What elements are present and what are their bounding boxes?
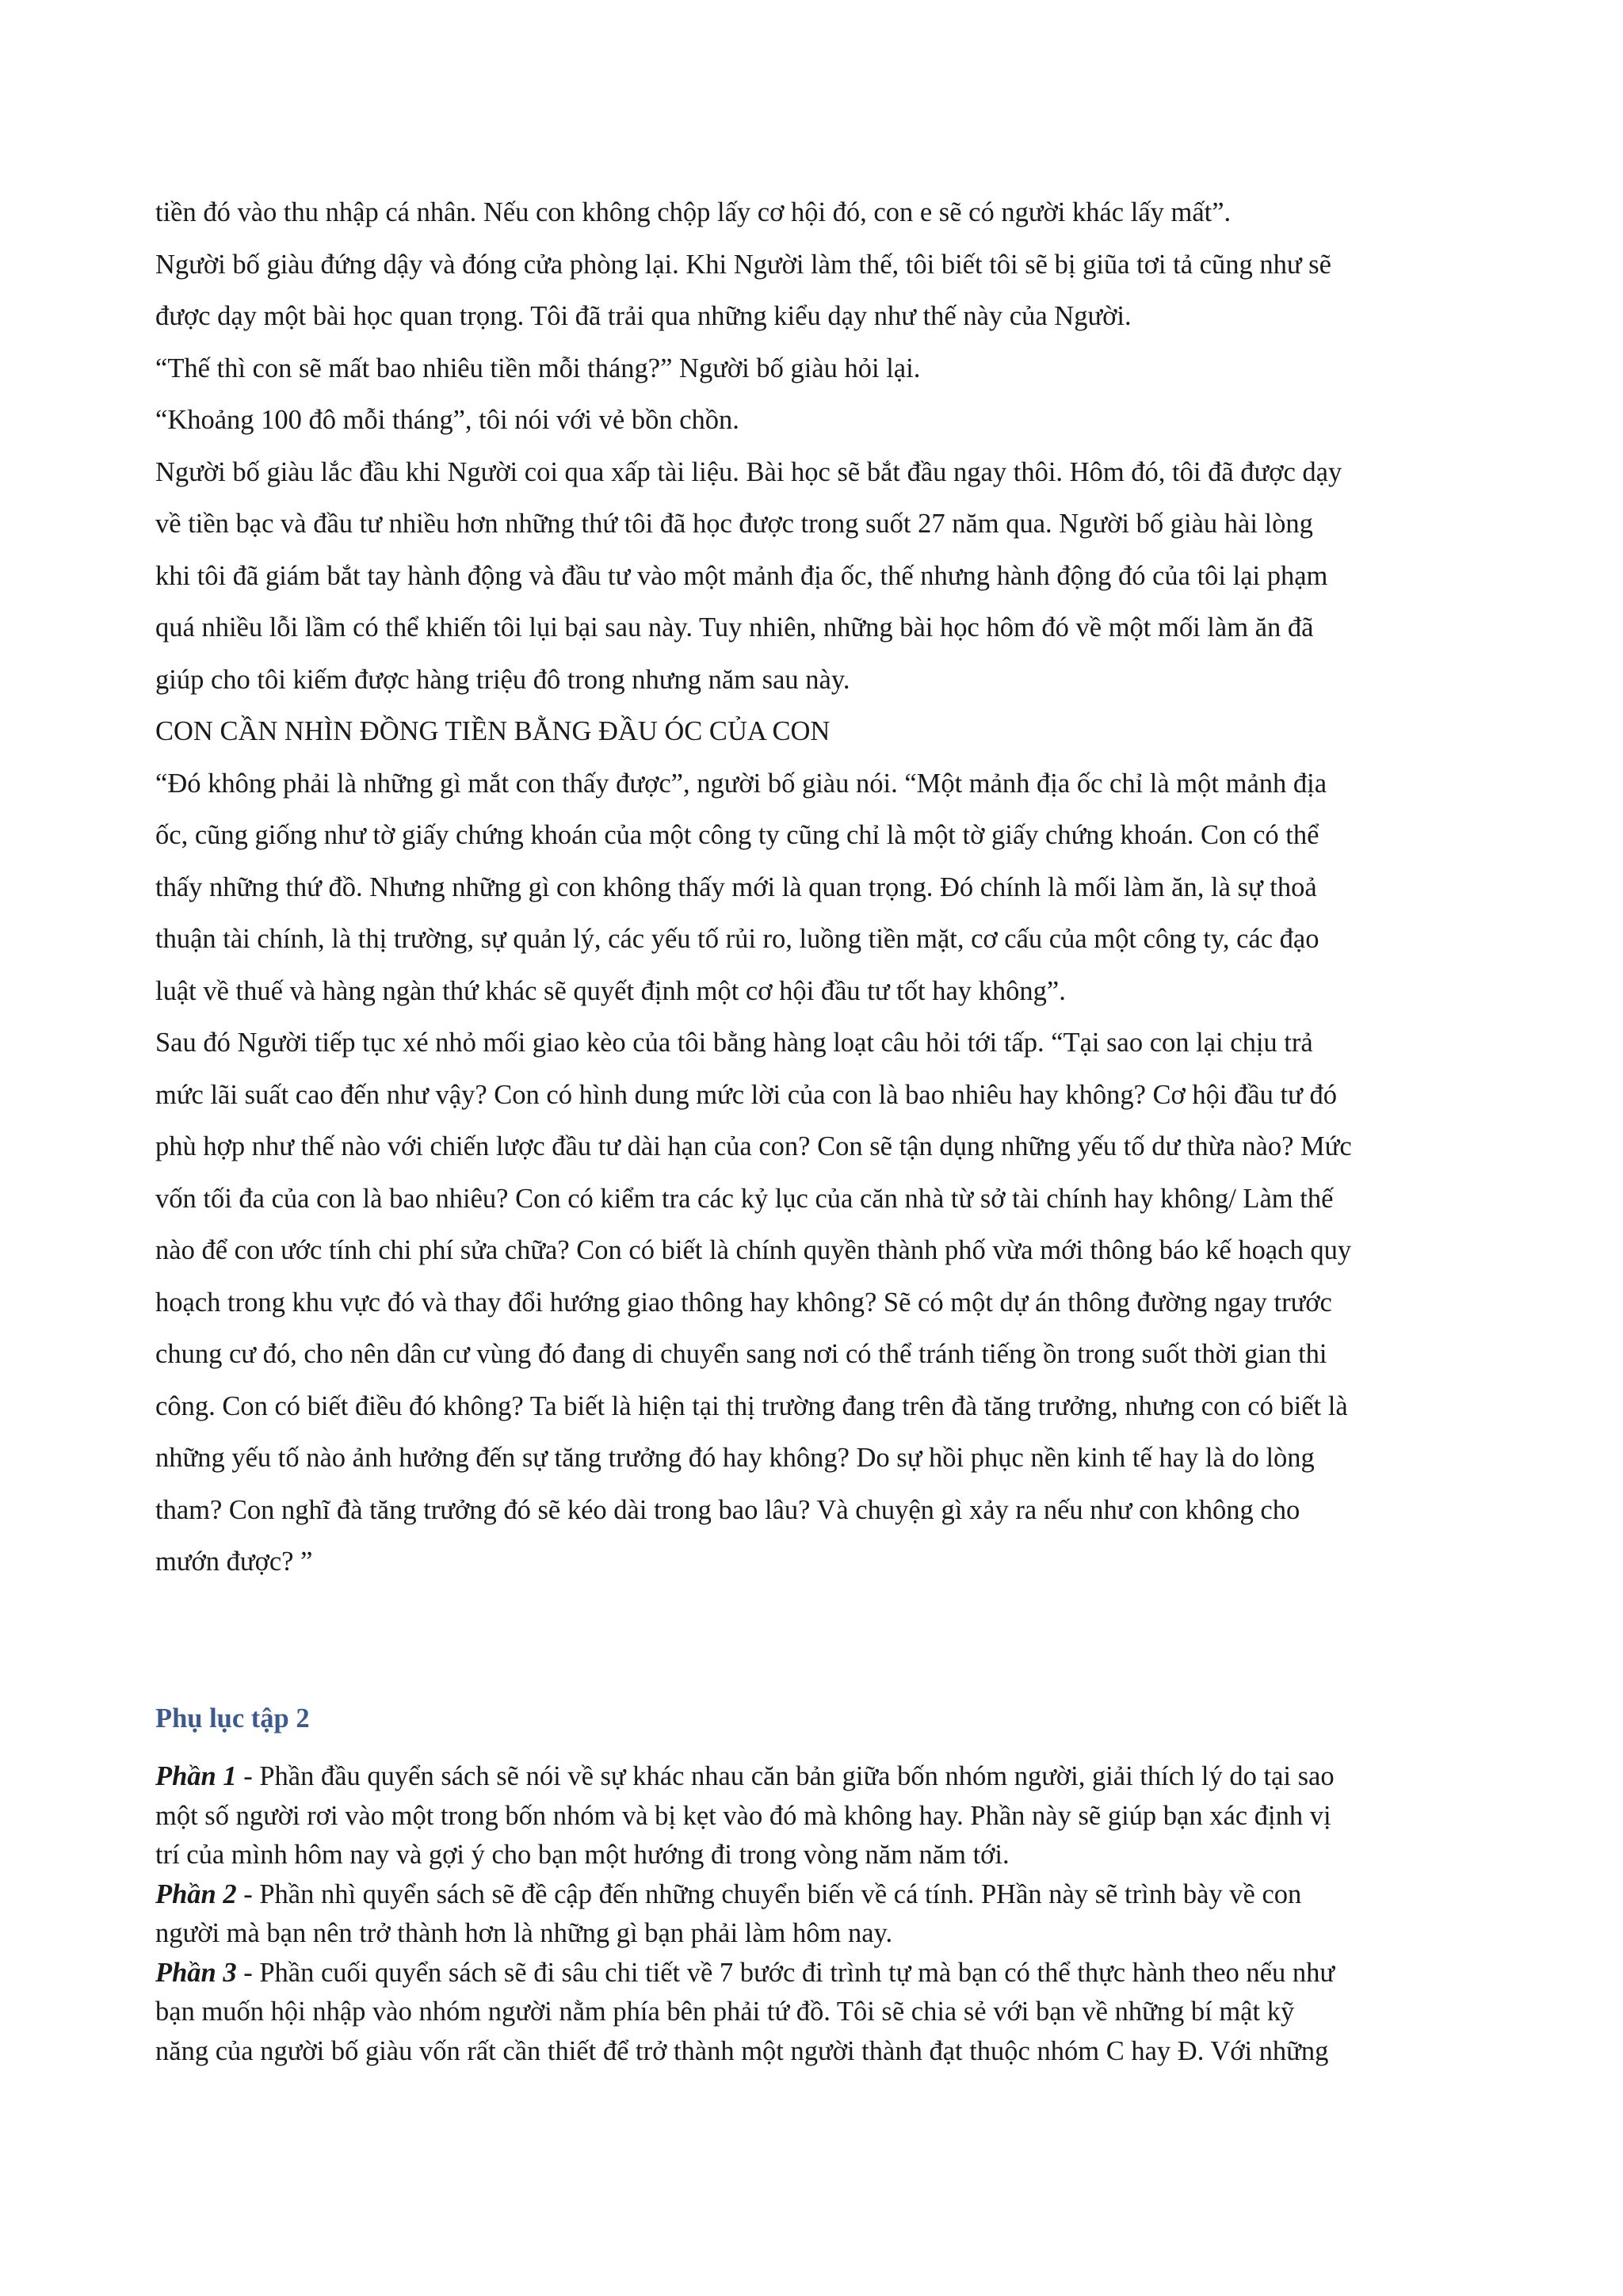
appendix-heading: Phụ lục tập 2 <box>155 1703 310 1733</box>
part-2-label: Phần 2 <box>155 1878 237 1909</box>
text-line: được dạy một bài học quan trọng. Tôi đã trải qua những kiểu dạy như thế này của Người. <box>155 301 1132 331</box>
part-1-label: Phần 1 <box>155 1761 237 1791</box>
part-3-line <box>155 1954 1479 1993</box>
text-line: những yếu tố nào ảnh hưởng đến sự tăng trưởng đó hay không? Do sự hồi phục nền kinh tế hay là do lòng <box>155 1443 1315 1473</box>
part-2-line: người mà bạn nên trở thành hơn là những gì bạn phải làm hôm nay. <box>155 1918 893 1948</box>
part-3-label: Phần 3 <box>155 1957 237 1988</box>
part-3-line: năng của người bố giàu vốn rất cần thiết để trở thành một người thành đạt thuộc nhóm C hay Đ. Với những <box>155 2035 1329 2066</box>
text-line: thấy những thứ đồ. Nhưng những gì con không thấy mới là quan trọng. Đó chính là mối làm ăn, là sự thoả <box>155 871 1317 902</box>
text-line: quá nhiều lỗi lầm có thể khiến tôi lụi bại sau này. Tuy nhiên, những bài học hôm đó về một mối làm ăn đã <box>155 612 1314 643</box>
part-1-line: trí của mình hôm nay và gợi ý cho bạn một hướng đi trong vòng năm năm tới. <box>155 1840 1010 1870</box>
text-line: “Thế thì con sẽ mất bao nhiêu tiền mỗi tháng?” Người bố giàu hỏi lại. <box>155 353 921 383</box>
part-1-line <box>155 1757 1479 1797</box>
part-1-line: một số người rơi vào một trong bốn nhóm và bị kẹt vào đó mà không hay. Phần này sẽ giúp bạn xác định vị <box>155 1800 1331 1831</box>
text-line: khi tôi đã giám bắt tay hành động và đầu tư vào một mảnh địa ốc, thế nhưng hành động đó của tôi lại phạm <box>155 560 1328 591</box>
text-line: hoạch trong khu vực đó và thay đổi hướng giao thông hay không? Sẽ có một dự án thông đường ngay trước <box>155 1287 1332 1318</box>
text-line: mức lãi suất cao đến như vậy? Con có hình dung mức lời của con là bao nhiêu hay không? Cơ hội đầu tư đó <box>155 1079 1337 1110</box>
text-line: phù hợp như thế nào với chiến lược đầu tư dài hạn của con? Con sẽ tận dụng những yếu tố dư thừa nào? Mức <box>155 1131 1352 1161</box>
text-line: Người bố giàu đứng dậy và đóng cửa phòng lại. Khi Người làm thế, tôi biết tôi sẽ bị giũa tơi tả cũng như sẽ <box>155 249 1331 280</box>
part-2-text: - Phần nhì quyển sách sẽ đề cập đến những chuyển biến về cá tính. PHần này sẽ trình bày về con <box>236 1878 1302 1909</box>
part-3-text: - Phần cuối quyển sách sẽ đi sâu chi tiết về 7 bước đi trình tự mà bạn có thể thực hành theo nếu như <box>236 1957 1335 1988</box>
part-3-line: bạn muốn hội nhập vào nhóm người nằm phía bên phải tứ đồ. Tôi sẽ chia sẻ với bạn về những bí mật kỹ <box>155 1997 1295 2027</box>
text-line: “Đó không phải là những gì mắt con thấy được”, người bố giàu nói. “Một mảnh địa ốc chỉ là một mảnh địa <box>155 768 1327 799</box>
text-line: ốc, cũng giống như tờ giấy chứng khoán của một công ty cũng chỉ là một tờ giấy chứng khoán. Con có thể <box>155 820 1319 850</box>
part-2-line <box>155 1875 1479 1915</box>
text-line: thuận tài chính, là thị trường, sự quản lý, các yếu tố rủi ro, luồng tiền mặt, cơ cấu của một công ty, các đạo <box>155 924 1319 954</box>
main-body-text <box>155 187 1479 1589</box>
text-line: về tiền bạc và đầu tư nhiều hơn những thứ tôi đã học được trong suốt 27 năm qua. Người bố giàu hài lòng <box>155 509 1313 539</box>
text-line: “Khoảng 100 đô mỗi tháng”, tôi nói với vẻ bồn chồn. <box>155 405 739 435</box>
text-line: Người bố giàu lắc đầu khi Người coi qua xấp tài liệu. Bài học sẽ bắt đầu ngay thôi. Hôm đó, tôi đã được dạy <box>155 456 1342 487</box>
text-line: giúp cho tôi kiếm được hàng triệu đô trong nhưng năm sau này. <box>155 664 850 695</box>
text-line: tham? Con nghĩ đà tăng trưởng đó sẽ kéo dài trong bao lâu? Và chuyện gì xảy ra nếu như con không cho <box>155 1494 1300 1525</box>
text-line: Sau đó Người tiếp tục xé nhỏ mối giao kèo của tôi bằng hàng loạt câu hỏi tới tấp. “Tại sao con lại chịu trả <box>155 1028 1313 1058</box>
text-line: tiền đó vào thu nhập cá nhân. Nếu con không chộp lấy cơ hội đó, con e sẽ có người khác lấy mất”. <box>155 197 1232 227</box>
part-1-text: - Phần đầu quyển sách sẽ nói về sự khác nhau căn bản giữa bốn nhóm người, giải thích lý do tại sao <box>236 1761 1335 1791</box>
text-line: luật về thuế và hàng ngàn thứ khác sẽ quyết định một cơ hội đầu tư tốt hay không”. <box>155 975 1066 1006</box>
text-line: mướn được? ” <box>155 1547 313 1577</box>
text-line: vốn tối đa của con là bao nhiêu? Con có kiểm tra các kỷ lục của căn nhà từ sở tài chính hay không/ Làm thế <box>155 1183 1334 1214</box>
section-title: CON CẦN NHÌN ĐỒNG TIỀN BẰNG ĐẦU ÓC CỦA CON <box>155 716 831 746</box>
appendix-body <box>155 1757 1479 2071</box>
text-line: chung cư đó, cho nên dân cư vùng đó đang di chuyển sang nơi có thể tránh tiếng ồn trong suốt thời gian thi <box>155 1339 1327 1369</box>
text-line: nào để con ước tính chi phí sửa chữa? Con có biết là chính quyền thành phố vừa mới thông báo kế hoạch quy <box>155 1235 1352 1265</box>
text-line: công. Con có biết điều đó không? Ta biết là hiện tại thị trường đang trên đà tăng trưởng, nhưng con có biết là <box>155 1390 1348 1421</box>
